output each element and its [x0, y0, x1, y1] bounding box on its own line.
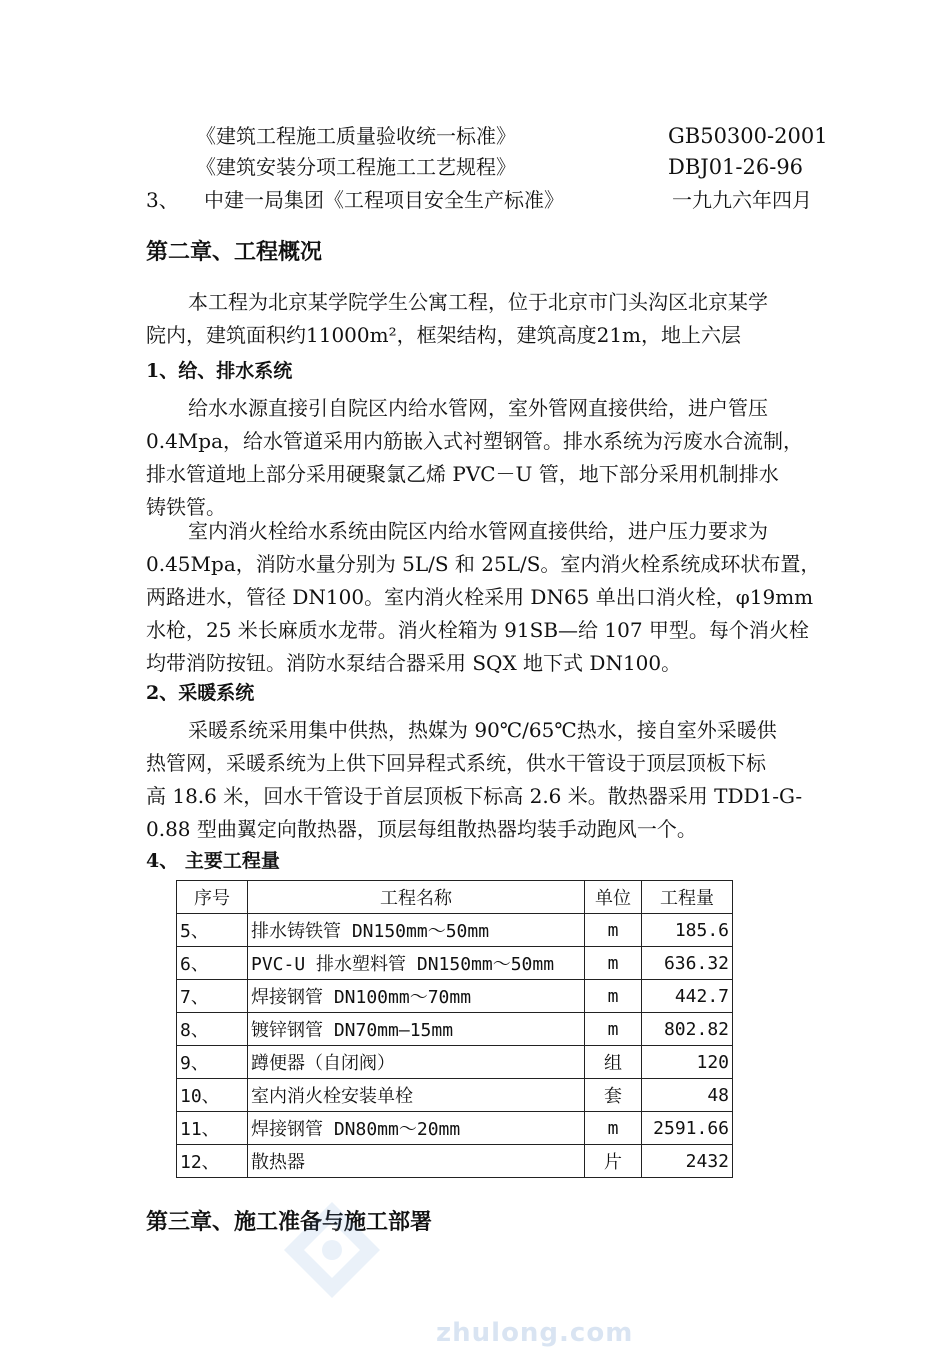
cell-number: 11、 — [177, 1112, 248, 1145]
cell-item-name: 焊接钢管 DN100mm～70mm — [248, 980, 585, 1013]
cell-item-name: 焊接钢管 DN80mm～20mm — [248, 1112, 585, 1145]
reference-line — [196, 153, 516, 181]
cell-number: 9、 — [177, 1046, 248, 1079]
section-heading: 1、给、排水系统 — [146, 360, 293, 382]
column-header: 工程名称 — [248, 881, 585, 914]
chapter-title: 第三章、施工准备与施工部署 — [146, 1209, 433, 1235]
paragraph-line: 水枪，25 米长麻质水龙带。消火栓箱为 91SB—给 107 甲型。每个消火栓 — [146, 618, 809, 642]
paragraph-line: 铸铁管。 — [146, 495, 226, 519]
cell-quantity: 2591.66 — [642, 1112, 733, 1145]
table-header-row — [177, 881, 733, 914]
table-row — [177, 1112, 733, 1145]
watermark-text: zhulong.com — [436, 1318, 634, 1348]
table-row — [177, 1013, 733, 1046]
reference-code: DBJ01-26-96 — [668, 155, 804, 179]
paragraph-line: 0.45Mpa，消防水量分别为 5L/S 和 25L/S。室内消火栓系统成环状布置， — [146, 552, 821, 576]
table-row — [177, 914, 733, 947]
cell-number: 6、 — [177, 947, 248, 980]
paragraph-line: 高 18.6 米，回水干管设于首层顶板下标高 2.6 米。散热器采用 TDD1-G- — [146, 784, 803, 808]
cell-quantity: 48 — [642, 1079, 733, 1112]
paragraph-line: 热管网，采暖系统为上供下回异程式系统，供水干管设于顶层顶板下标 — [146, 751, 766, 775]
cell-unit: 套 — [585, 1079, 642, 1112]
cell-item-name: PVC-U 排水塑料管 DN150mm～50mm — [248, 947, 585, 980]
paragraph-line: 0.4Mpa，给水管道采用内筋嵌入式衬塑钢管。排水系统为污废水合流制， — [146, 429, 804, 453]
table-row — [177, 947, 733, 980]
paragraph-line: 两路进水，管径 DN100。室内消火栓采用 DN65 单出口消火栓，φ19mm — [146, 585, 814, 609]
cell-quantity: 120 — [642, 1046, 733, 1079]
table-row — [177, 1046, 733, 1079]
cell-unit: m — [585, 1013, 642, 1046]
cell-quantity: 442.7 — [642, 980, 733, 1013]
zhulong-logo-icon — [282, 1200, 382, 1300]
section-heading: 4、 主要工程量 — [146, 850, 280, 872]
reference-line — [146, 186, 179, 214]
column-header: 单位 — [585, 881, 642, 914]
water-supply-paragraph — [146, 392, 862, 524]
column-header: 序号 — [177, 881, 248, 914]
cell-unit: 组 — [585, 1046, 642, 1079]
cell-number: 7、 — [177, 980, 248, 1013]
paragraph-line: 给水水源直接引自院区内给水管网，室外管网直接供给，进户管压 — [188, 396, 768, 420]
cell-item-name: 蹲便器（自闭阀） — [248, 1046, 585, 1079]
paragraph-line: 采暖系统采用集中供热，热媒为 90℃/65℃热水，接自室外采暖供 — [188, 718, 777, 742]
table-row — [177, 980, 733, 1013]
cell-quantity: 802.82 — [642, 1013, 733, 1046]
section-heading: 2、采暖系统 — [146, 682, 255, 704]
reference-line — [196, 122, 516, 150]
intro-paragraph — [146, 286, 862, 352]
chapter-title: 第二章、工程概况 — [146, 239, 323, 265]
reference-code: GB50300-2001 — [668, 124, 828, 148]
reference-number: 3、 — [146, 188, 179, 212]
cell-quantity: 2432 — [642, 1145, 733, 1178]
cell-unit: m — [585, 947, 642, 980]
cell-number: 5、 — [177, 914, 248, 947]
cell-item-name: 排水铸铁管 DN150mm～50mm — [248, 914, 585, 947]
cell-item-name: 散热器 — [248, 1145, 585, 1178]
reference-title: 中建一局集团《工程项目安全生产标准》 — [204, 188, 564, 212]
column-header: 工程量 — [642, 881, 733, 914]
table-row — [177, 1079, 733, 1112]
cell-unit: 片 — [585, 1145, 642, 1178]
reference-title: 《建筑工程施工质量验收统一标准》 — [196, 124, 516, 148]
cell-number: 12、 — [177, 1145, 248, 1178]
cell-number: 8、 — [177, 1013, 248, 1046]
paragraph-line: 室内消火栓给水系统由院区内给水管网直接供给，进户压力要求为 — [188, 519, 768, 543]
reference-title: 《建筑安装分项工程施工工艺规程》 — [196, 155, 516, 179]
paragraph-line: 本工程为北京某学院学生公寓工程，位于北京市门头沟区北京某学 — [188, 290, 768, 314]
cell-unit: m — [585, 914, 642, 947]
paragraph-line: 0.88 型曲翼定向散热器，顶层每组散热器均装手动跑风一个。 — [146, 817, 697, 841]
cell-quantity: 185.6 — [642, 914, 733, 947]
paragraph-line: 均带消防按钮。消防水泵结合器采用 SQX 地下式 DN100。 — [146, 651, 682, 675]
heating-paragraph — [146, 714, 862, 846]
cell-item-name: 镀锌钢管 DN70mm—15mm — [248, 1013, 585, 1046]
cell-number: 10、 — [177, 1079, 248, 1112]
quantities-table — [176, 880, 733, 1178]
cell-item-name: 室内消火栓安装单栓 — [248, 1079, 585, 1112]
cell-unit: m — [585, 1112, 642, 1145]
cell-unit: m — [585, 980, 642, 1013]
table-row — [177, 1145, 733, 1178]
paragraph-line: 排水管道地上部分采用硬聚氯乙烯 PVC－U 管，地下部分采用机制排水 — [146, 462, 779, 486]
cell-quantity: 636.32 — [642, 947, 733, 980]
paragraph-line: 院内，建筑面积约11000m²，框架结构，建筑高度21m，地上六层 — [146, 323, 742, 347]
reference-code: 一九九六年四月 — [672, 188, 812, 212]
fire-hydrant-paragraph — [146, 515, 862, 680]
